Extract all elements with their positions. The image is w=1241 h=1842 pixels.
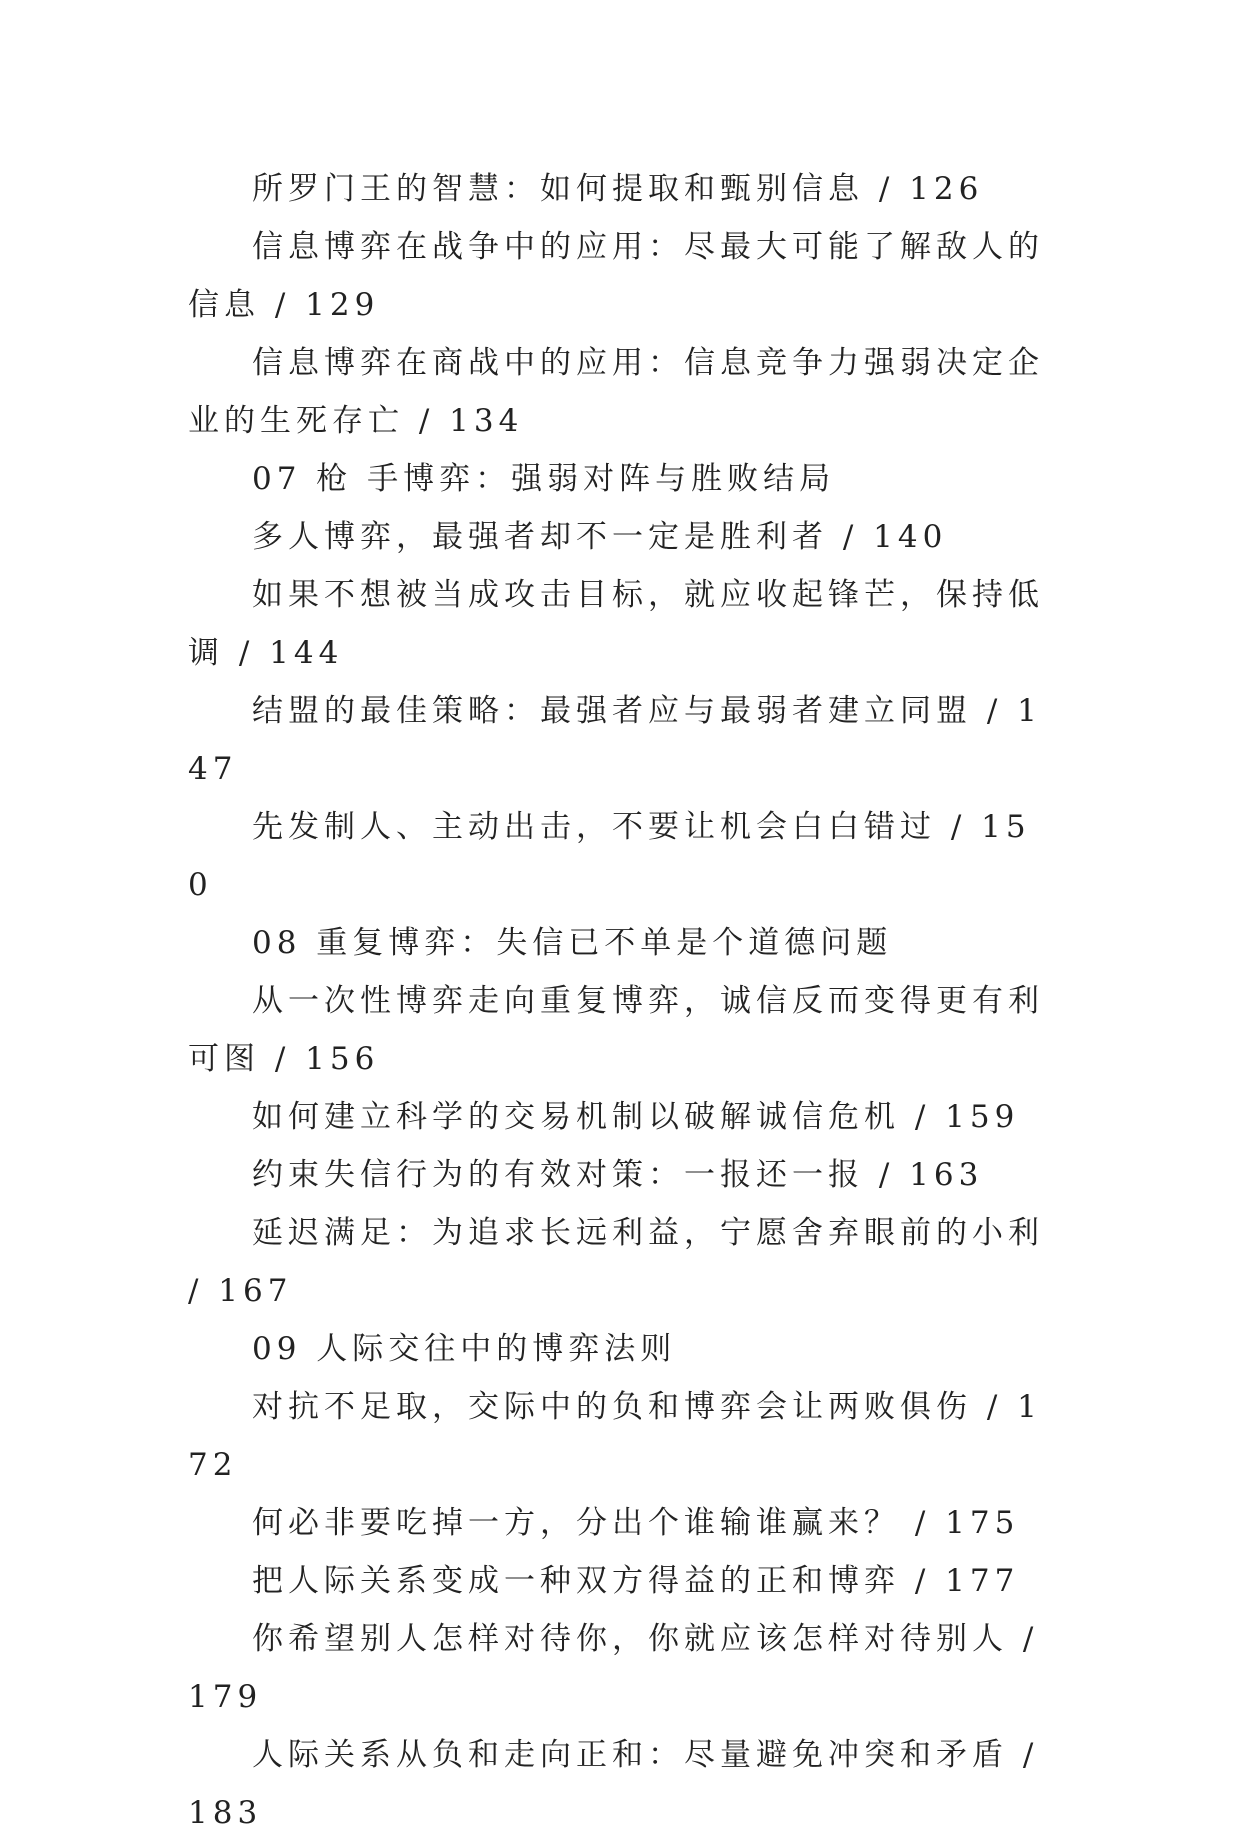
toc-entry: 所罗门王的智慧：如何提取和甄别信息 / 126 [252,171,984,207]
toc-chapter-heading: 08 重复博弈：失信已不单是个道德问题 [252,925,893,961]
toc-entry: 如何建立科学的交易机制以破解诚信危机 / 159 [252,1099,1020,1135]
toc-entry: 人际关系从负和走向正和：尽量避免冲突和矛盾 / 183 [188,1737,1039,1831]
toc-entry: 你希望别人怎样对待你，你就应该怎样对待别人 / 179 [188,1621,1039,1715]
toc-entry: 先发制人、主动出击，不要让机会白白错过 / 150 [188,809,1031,903]
table-of-contents [188,160,1048,1842]
toc-entry: 何必非要吃掉一方，分出个谁输谁赢来？ / 175 [252,1505,1020,1541]
toc-entry: 信息博弈在战争中的应用：尽最大可能了解敌人的信息 / 129 [188,229,1044,323]
toc-entry: 约束失信行为的有效对策：一报还一报 / 163 [252,1157,984,1193]
toc-chapter-heading: 09 人际交往中的博弈法则 [252,1331,677,1367]
toc-entry: 对抗不足取，交际中的负和博弈会让两败俱伤 / 172 [188,1389,1042,1483]
toc-chapter-heading: 07 枪 手博弈：强弱对阵与胜败结局 [252,461,836,497]
toc-entry: 多人博弈，最强者却不一定是胜利者 / 140 [252,519,948,555]
toc-entry: 把人际关系变成一种双方得益的正和博弈 / 177 [252,1563,1020,1599]
toc-entry: 如果不想被当成攻击目标，就应收起锋芒，保持低调 / 144 [188,577,1044,671]
toc-entry: 结盟的最佳策略：最强者应与最弱者建立同盟 / 147 [188,693,1042,787]
toc-entry: 信息博弈在商战中的应用：信息竞争力强弱决定企业的生死存亡 / 134 [188,345,1044,439]
toc-entry: 延迟满足：为追求长远利益，宁愿舍弃眼前的小利 / 167 [188,1215,1044,1309]
toc-entry: 从一次性博弈走向重复博弈，诚信反而变得更有利可图 / 156 [188,983,1044,1077]
